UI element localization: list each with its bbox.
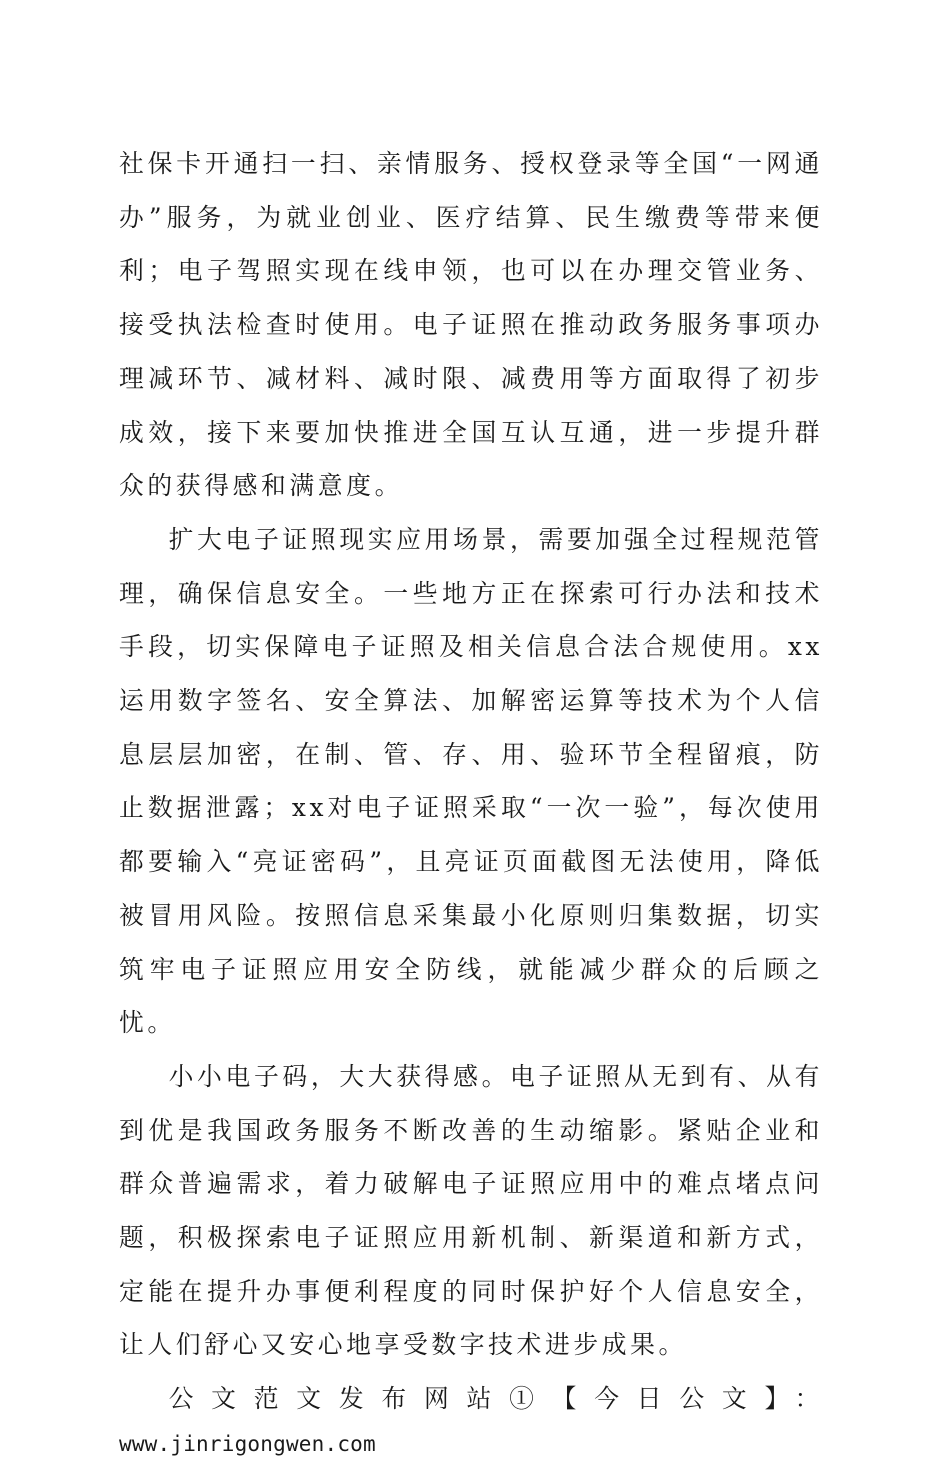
footer-site-url[interactable]: www.jinrigongwen.com: [119, 1431, 376, 1456]
footer-site-label: 公文范文发布网站①【今日公文】：: [168, 1384, 823, 1414]
paragraph-1: 社保卡开通扫一扫、亲情服务、授权登录等全国“一网通办”服务，为就业创业、医疗结算、民生缴费等带来便利；电子驾照实现在线申领，也可以在办理交管业务、接受执法检查时使用。电子证照在推动政务服务事项办理减环节、减材料、减时限、减费用等方面取得了初步成效，接下来要加快推进全国互认互通，进一步提升群众的获得感和满意度。: [119, 149, 823, 501]
document-body: [119, 137, 823, 1462]
paragraph-2: 扩大电子证照现实应用场景，需要加强全过程规范管理，确保信息安全。一些地方正在探索可行办法和技术手段，切实保障电子证照及相关信息合法合规使用。xx运用数字签名、安全算法、加解密运算等技术为个人信息层层加密，在制、管、存、用、验环节全程留痕，防止数据泄露；xx对电子证照采取“一次一验”，每次使用都要输入“亮证密码”，且亮证页面截图无法使用，降低被冒用风险。按照信息采集最小化原则归集数据，切实筑牢电子证照应用安全防线，就能减少群众的后顾之忧。: [119, 524, 823, 1038]
paragraph-3: 小小电子码，大大获得感。电子证照从无到有、从有到优是我国政务服务不断改善的生动缩影。紧贴企业和群众普遍需求，着力破解电子证照应用中的难点堵点问题，积极探索电子证照应用新机制、新渠道和新方式，定能在提升办事便利程度的同时保护好个人信息安全，让人们舒心又安心地享受数字技术进步成果。: [119, 1061, 823, 1360]
